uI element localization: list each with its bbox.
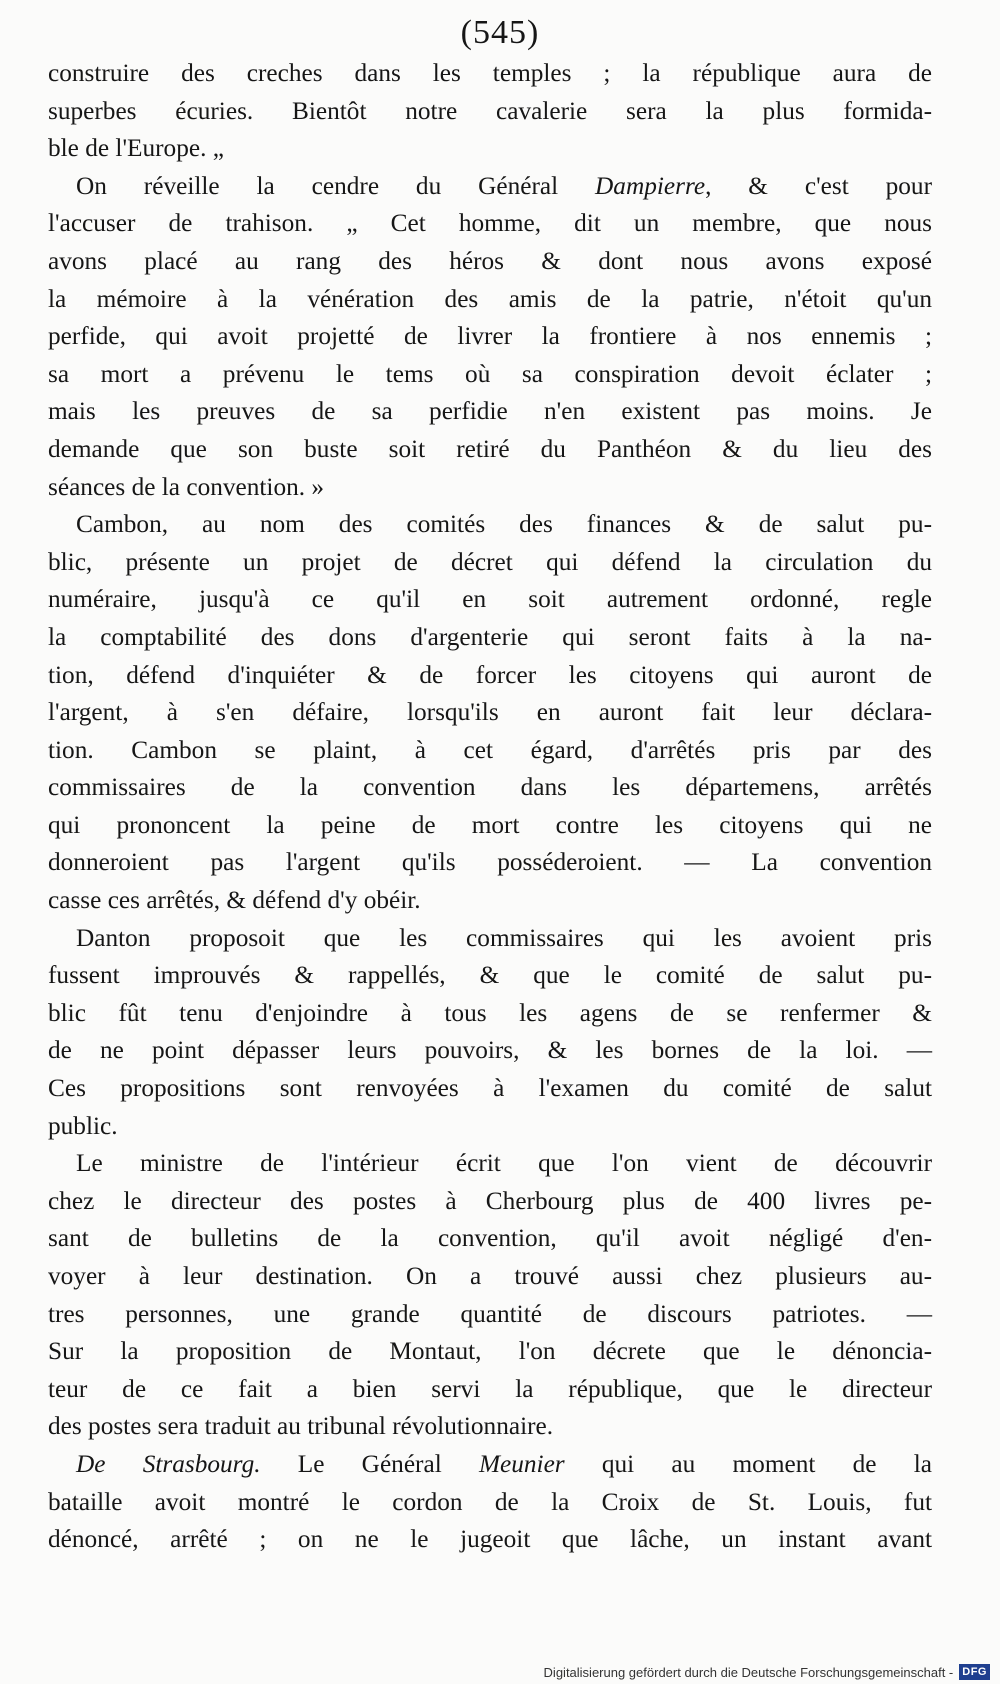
text-line: public.	[48, 1111, 118, 1140]
text-line: mais les preuves de sa perfidie n'en existent pas moins. Je	[48, 397, 932, 426]
text-line: Le ministre de l'intérieur écrit que l'on vient de découvrir	[76, 1149, 932, 1178]
paragraph	[48, 168, 932, 506]
text-line: voyer à leur destination. On a trouvé aussi chez plusieurs au-	[48, 1262, 932, 1290]
text-line: De Strasbourg. Le Général Meunier qui au moment de la	[76, 1449, 932, 1478]
digitization-credit	[544, 1664, 990, 1680]
page-number: (545)	[460, 14, 540, 51]
text-line: l'accuser de trahison. „ Cet homme, dit un membre, que nous	[48, 209, 932, 238]
text-line: tion. Cambon se plaint, à cet égard, d'arrêtés pris par des	[48, 735, 932, 764]
text-line: demande que son buste soit retiré du Panthéon & du lieu des	[48, 434, 932, 463]
text-line: dénoncé, arrêté ; on ne le jugeoit que lâche, un instant avant	[48, 1525, 932, 1554]
text-line: On réveille la cendre du Général Dampierre, & c'est pour	[76, 171, 932, 200]
italic-name: Meunier	[478, 1449, 565, 1478]
paragraph	[48, 1446, 932, 1559]
text-line: blic fût tenu d'enjoindre à tous les agens de se renfermer &	[48, 998, 932, 1027]
paragraph	[48, 506, 932, 920]
italic-name: De Strasbourg.	[76, 1449, 261, 1478]
text-line: séances de la convention. »	[48, 472, 325, 501]
text-line: sa mort a prévenu le tems où sa conspiration devoit éclater ;	[48, 359, 932, 388]
text-line: casse ces arrêtés, & défend d'y obéir.	[48, 886, 421, 915]
paragraph	[48, 55, 932, 168]
text-line: numéraire, jusqu'à ce qu'il en soit autrement ordonné, regle	[48, 585, 932, 614]
text-line: avons placé au rang des héros & dont nous avons exposé	[48, 246, 932, 275]
text-line: bataille avoit montré le cordon de la Croix de St. Louis, fut	[48, 1487, 932, 1516]
text-line: donneroient pas l'argent qu'ils posséderoient. — La convention	[48, 848, 932, 877]
text-line: Danton proposoit que les commissaires qui les avoient pris	[76, 923, 932, 952]
text-line: chez le directeur des postes à Cherbourg plus de 400 livres pe-	[48, 1186, 932, 1215]
body-text	[48, 55, 932, 1559]
text-line: Sur la proposition de Montaut, l'on décrete que le dénoncia-	[48, 1337, 932, 1366]
text-line: qui prononcent la peine de mort contre les citoyens qui ne	[48, 810, 932, 839]
text-line: fussent improuvés & rappellés, & que le comité de salut pu-	[48, 961, 932, 990]
text-line: commissaires de la convention dans les départemens, arrêtés	[48, 773, 932, 802]
italic-name: Dampierre	[595, 171, 706, 200]
text-line: superbes écuries. Bientôt notre cavalerie sera la plus formida-	[48, 96, 932, 125]
text-line: Cambon, au nom des comités des finances & de salut pu-	[76, 510, 932, 539]
text-line: construire des creches dans les temples ; la république aura de	[48, 59, 932, 87]
text-line: tion, défend d'inquiéter & de forcer les citoyens qui auront de	[48, 660, 932, 689]
text-line: teur de ce fait a bien servi la république, que le directeur	[48, 1374, 932, 1403]
text-line: blic, présente un projet de décret qui défend la circulation du	[48, 547, 932, 576]
paragraph	[48, 1145, 932, 1446]
dfg-logo: DFG	[959, 1664, 990, 1680]
text-line: des postes sera traduit au tribunal révolutionnaire.	[48, 1412, 554, 1441]
text-line: la mémoire à la vénération des amis de la patrie, n'étoit qu'un	[48, 284, 932, 313]
text-line: sant de bulletins de la convention, qu'il avoit négligé d'en-	[48, 1224, 932, 1253]
credit-text: Digitalisierung gefördert durch die Deutsche Forschungsgemeinschaft -	[543, 1664, 954, 1680]
paragraph	[48, 920, 932, 1146]
text-line: tres personnes, une grande quantité de discours patriotes. —	[48, 1299, 932, 1328]
text-line: de ne point dépasser leurs pouvoirs, & les bornes de la loi. —	[48, 1036, 932, 1065]
text-line: perfide, qui avoit projetté de livrer la frontiere à nos ennemis ;	[48, 322, 932, 351]
text-line: ble de l'Europe. „	[48, 134, 224, 163]
text-line: la comptabilité des dons d'argenterie qui seront faits à la na-	[48, 622, 932, 651]
text-line: Ces propositions sont renvoyées à l'examen du comité de salut	[48, 1074, 932, 1103]
text-line: l'argent, à s'en défaire, lorsqu'ils en auront fait leur déclara-	[48, 698, 932, 727]
